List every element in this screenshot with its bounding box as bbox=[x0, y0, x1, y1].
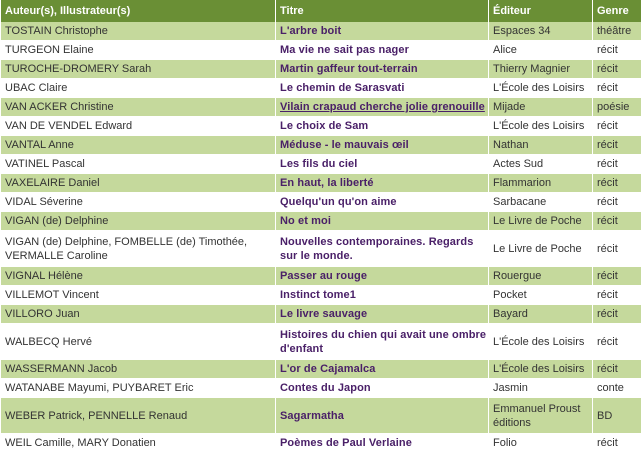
publisher-cell: Rouergue bbox=[489, 267, 593, 286]
author-cell: VIGAN (de) Delphine bbox=[1, 212, 276, 231]
title-cell: Sagarmatha bbox=[276, 398, 489, 434]
author-cell: VILLORO Juan bbox=[1, 305, 276, 324]
table-row bbox=[1, 174, 642, 193]
publisher-cell: Mijade bbox=[489, 98, 593, 117]
title-cell: Poèmes de Paul Verlaine bbox=[276, 434, 489, 453]
author-cell: WALBECQ Hervé bbox=[1, 324, 276, 360]
title-cell: Ma vie ne sait pas nager bbox=[276, 41, 489, 60]
title-cell: Le livre sauvage bbox=[276, 305, 489, 324]
genre-cell: récit bbox=[593, 231, 642, 267]
author-cell: VANTAL Anne bbox=[1, 136, 276, 155]
table-row bbox=[1, 398, 642, 434]
table-row bbox=[1, 193, 642, 212]
title-cell: Le chemin de Sarasvati bbox=[276, 79, 489, 98]
publisher-cell: Bayard bbox=[489, 305, 593, 324]
genre-cell: récit bbox=[593, 41, 642, 60]
genre-cell: récit bbox=[593, 79, 642, 98]
table-row bbox=[1, 267, 642, 286]
title-cell: Les fils du ciel bbox=[276, 155, 489, 174]
genre-cell: poésie bbox=[593, 98, 642, 117]
table-row bbox=[1, 60, 642, 79]
title-cell: Instinct tome1 bbox=[276, 286, 489, 305]
header-title: Titre bbox=[276, 0, 489, 22]
author-cell: VAN DE VENDEL Edward bbox=[1, 117, 276, 136]
genre-cell: récit bbox=[593, 305, 642, 324]
author-cell: VAXELAIRE Daniel bbox=[1, 174, 276, 193]
genre-cell: récit bbox=[593, 155, 642, 174]
table-row bbox=[1, 98, 642, 117]
publisher-cell: Emmanuel Proust éditions bbox=[489, 398, 593, 434]
title-cell: L'arbre boit bbox=[276, 22, 489, 41]
publisher-cell: L'École des Loisirs bbox=[489, 324, 593, 360]
books-table bbox=[1, 0, 642, 453]
author-cell: WASSERMANN Jacob bbox=[1, 360, 276, 379]
table-row bbox=[1, 79, 642, 98]
author-cell: VAN ACKER Christine bbox=[1, 98, 276, 117]
table-header-row bbox=[1, 0, 642, 22]
title-cell: Méduse - le mauvais œil bbox=[276, 136, 489, 155]
publisher-cell: L'École des Loisirs bbox=[489, 360, 593, 379]
genre-cell: récit bbox=[593, 193, 642, 212]
table-row bbox=[1, 360, 642, 379]
genre-cell: récit bbox=[593, 267, 642, 286]
author-cell: WEIL Camille, MARY Donatien bbox=[1, 434, 276, 453]
title-cell: Passer au rouge bbox=[276, 267, 489, 286]
title-cell: Nouvelles contemporaines. Regards sur le monde. bbox=[276, 231, 489, 267]
title-cell: Contes du Japon bbox=[276, 379, 489, 398]
publisher-cell: Alice bbox=[489, 41, 593, 60]
publisher-cell: L'École des Loisirs bbox=[489, 117, 593, 136]
title-link[interactable]: Vilain crapaud cherche jolie grenouille bbox=[280, 101, 485, 113]
publisher-cell: Sarbacane bbox=[489, 193, 593, 212]
author-cell: TURGEON Elaine bbox=[1, 41, 276, 60]
table-row bbox=[1, 136, 642, 155]
author-cell: VIDAL Séverine bbox=[1, 193, 276, 212]
genre-cell: conte bbox=[593, 379, 642, 398]
publisher-cell: Jasmin bbox=[489, 379, 593, 398]
title-cell: Quelqu'un qu'on aime bbox=[276, 193, 489, 212]
author-cell: UBAC Claire bbox=[1, 79, 276, 98]
genre-cell: récit bbox=[593, 60, 642, 79]
genre-cell: récit bbox=[593, 324, 642, 360]
author-cell: TOSTAIN Christophe bbox=[1, 22, 276, 41]
table-row bbox=[1, 41, 642, 60]
author-cell: WEBER Patrick, PENNELLE Renaud bbox=[1, 398, 276, 434]
table-row bbox=[1, 379, 642, 398]
header-genre: Genre bbox=[593, 0, 642, 22]
publisher-cell: Le Livre de Poche bbox=[489, 212, 593, 231]
author-cell: VIGNAL Hélène bbox=[1, 267, 276, 286]
table-row bbox=[1, 22, 642, 41]
publisher-cell: Pocket bbox=[489, 286, 593, 305]
table-row bbox=[1, 117, 642, 136]
title-cell: Histoires du chien qui avait une ombre d'enfant bbox=[276, 324, 489, 360]
table-row bbox=[1, 324, 642, 360]
author-cell: VILLEMOT Vincent bbox=[1, 286, 276, 305]
publisher-cell: Espaces 34 bbox=[489, 22, 593, 41]
genre-cell: récit bbox=[593, 117, 642, 136]
author-cell: VATINEL Pascal bbox=[1, 155, 276, 174]
publisher-cell: Folio bbox=[489, 434, 593, 453]
table-row bbox=[1, 286, 642, 305]
table-row bbox=[1, 231, 642, 267]
table-row bbox=[1, 155, 642, 174]
publisher-cell: Nathan bbox=[489, 136, 593, 155]
title-cell[interactable] bbox=[276, 98, 489, 117]
publisher-cell: L'École des Loisirs bbox=[489, 79, 593, 98]
author-cell: WATANABE Mayumi, PUYBARET Eric bbox=[1, 379, 276, 398]
title-cell: Martin gaffeur tout-terrain bbox=[276, 60, 489, 79]
publisher-cell: Thierry Magnier bbox=[489, 60, 593, 79]
publisher-cell: Flammarion bbox=[489, 174, 593, 193]
title-cell: No et moi bbox=[276, 212, 489, 231]
publisher-cell: Le Livre de Poche bbox=[489, 231, 593, 267]
table-row bbox=[1, 434, 642, 453]
genre-cell: récit bbox=[593, 212, 642, 231]
genre-cell: récit bbox=[593, 434, 642, 453]
table-row bbox=[1, 305, 642, 324]
header-publisher: Éditeur bbox=[489, 0, 593, 22]
author-cell: VIGAN (de) Delphine, FOMBELLE (de) Timothée, VERMALLE Caroline bbox=[1, 231, 276, 267]
genre-cell: récit bbox=[593, 360, 642, 379]
genre-cell: récit bbox=[593, 174, 642, 193]
title-cell: En haut, la liberté bbox=[276, 174, 489, 193]
title-cell: L'or de Cajamalca bbox=[276, 360, 489, 379]
genre-cell: théâtre bbox=[593, 22, 642, 41]
genre-cell: récit bbox=[593, 286, 642, 305]
publisher-cell: Actes Sud bbox=[489, 155, 593, 174]
genre-cell: BD bbox=[593, 398, 642, 434]
genre-cell: récit bbox=[593, 136, 642, 155]
table-row bbox=[1, 212, 642, 231]
title-cell: Le choix de Sam bbox=[276, 117, 489, 136]
header-author: Auteur(s), Illustrateur(s) bbox=[1, 0, 276, 22]
author-cell: TUROCHE-DROMERY Sarah bbox=[1, 60, 276, 79]
